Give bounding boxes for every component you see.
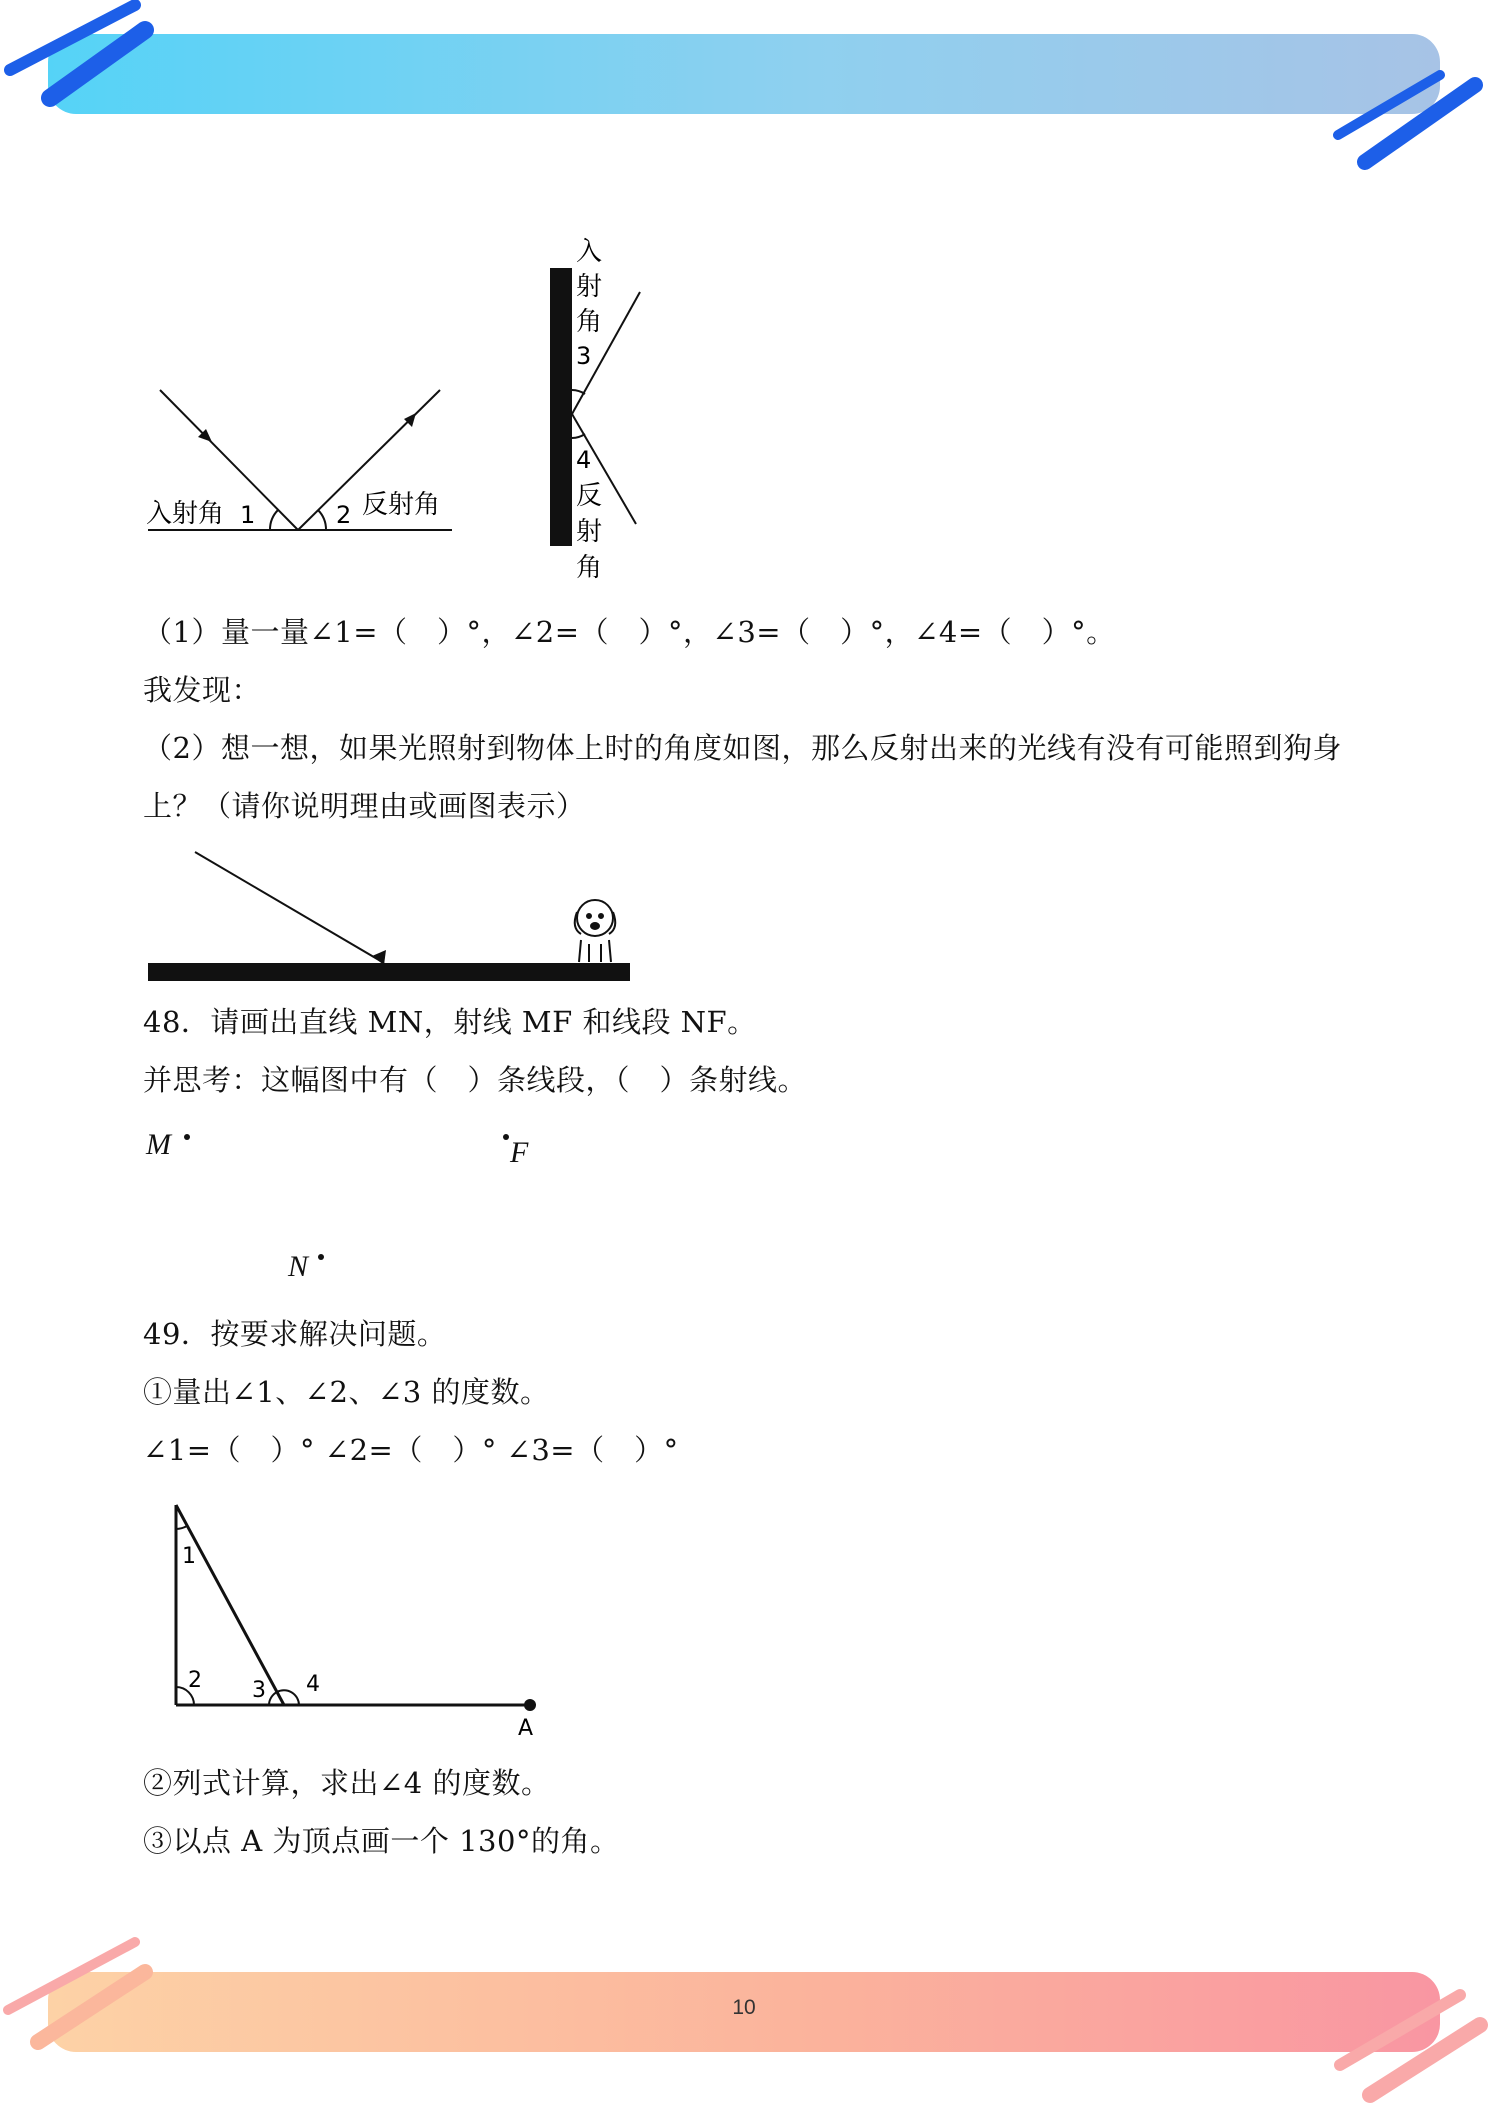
- reflection-angle-label: 反射角: [362, 490, 441, 520]
- light-ray-figure: [140, 840, 640, 985]
- q48-title: 48．请画出直线 MN，射线 MF 和线段 NF。: [143, 1005, 757, 1039]
- reflection-figure-left: [140, 375, 460, 540]
- triangle-angle-1: 1: [182, 1544, 196, 1569]
- reflect-char-3: 角: [576, 553, 603, 583]
- reflection-figure-right: [540, 232, 660, 592]
- incident-char-2: 射: [576, 272, 603, 302]
- q49-step1: ①量出∠1、∠2、∠3 的度数。: [143, 1375, 550, 1409]
- header-band: [48, 34, 1440, 114]
- footer-stripes-right: [1320, 1970, 1488, 2104]
- triangle-figure: [160, 1495, 560, 1745]
- q49-step3: ③以点 A 为顶点画一个 130°的角。: [143, 1824, 620, 1858]
- triangle-angle-4: 4: [306, 1672, 320, 1697]
- triangle-angle-3: 3: [252, 1678, 266, 1703]
- header-stripes-left: [0, 0, 160, 120]
- angle-2-label: 2: [336, 501, 352, 529]
- page-number: 10: [732, 1996, 756, 2019]
- incident-char-3: 角: [576, 307, 603, 337]
- q48-think: 并思考：这幅图中有（ ）条线段，（ ）条射线。: [143, 1063, 808, 1097]
- header-stripes-right: [1320, 50, 1488, 180]
- incident-char-1: 入: [576, 237, 603, 267]
- q49-step2: ②列式计算，求出∠4 的度数。: [143, 1766, 551, 1800]
- point-f: [503, 1134, 509, 1140]
- triangle-angle-2: 2: [188, 1668, 202, 1693]
- reflect-char-1: 反: [576, 481, 603, 511]
- q49-title: 49．按要求解决问题。: [143, 1317, 447, 1351]
- point-m-label: M: [146, 1128, 171, 1161]
- reflect-char-2: 射: [576, 517, 603, 547]
- point-f-label: F: [510, 1136, 529, 1169]
- q47-discover: 我发现：: [143, 673, 262, 707]
- q49-answers: ∠1=（ ）° ∠2=（ ）° ∠3=（ ）°: [143, 1433, 679, 1467]
- point-n: [318, 1254, 324, 1260]
- point-a-label: A: [518, 1716, 534, 1741]
- angle-1-label: 1: [240, 501, 256, 529]
- point-m: [184, 1134, 190, 1140]
- q47-part2-line1: （2）想一想，如果光照射到物体上时的角度如图，那么反射出来的光线有没有可能照到狗身: [143, 731, 1342, 765]
- q47-part2-line2: 上？（请你说明理由或画图表示）: [143, 789, 586, 823]
- dog-icon: [575, 900, 616, 962]
- footer-stripes-left: [0, 1930, 160, 2050]
- q47-part1: （1）量一量∠1=（ ）°，∠2=（ ）°，∠3=（ ）°，∠4=（ ）°。: [143, 615, 1116, 649]
- point-n-label: N: [288, 1250, 309, 1283]
- angle-4-label: 4: [576, 446, 592, 474]
- angle-3-label: 3: [576, 342, 592, 370]
- incident-angle-label: 入射角: [146, 499, 225, 529]
